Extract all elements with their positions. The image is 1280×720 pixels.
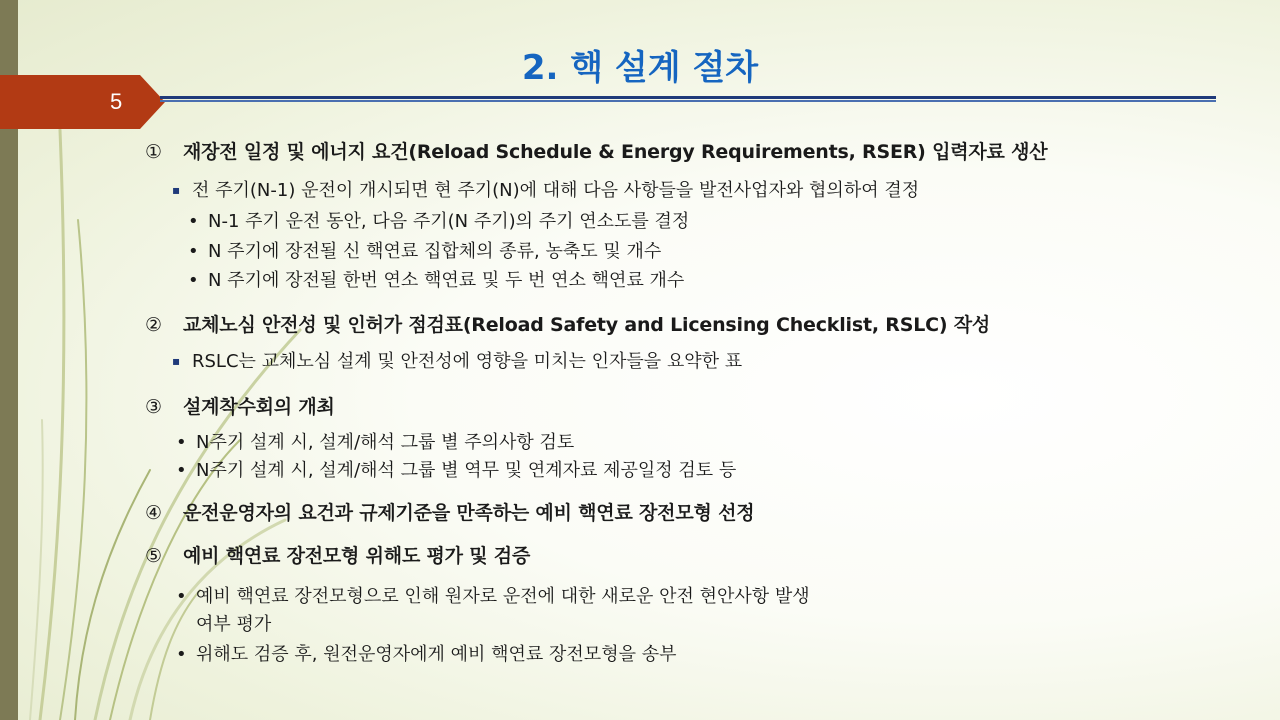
section-5-bullet-1-continuation: 여부 평가 <box>196 614 272 635</box>
section-1-sub <box>172 176 919 202</box>
section-5-bullet-1-text: 예비 핵연료 장전모형으로 인해 원자로 운전에 대한 새로운 안전 현안사항 발생 <box>196 586 810 607</box>
section-1-bullet-3-text: N 주기에 장전될 한번 연소 핵연료 및 두 번 연소 핵연료 개수 <box>208 270 685 291</box>
dot-bullet-icon: • <box>188 270 199 291</box>
section-2-heading <box>145 310 990 337</box>
section-3-heading-text: 설계착수회의 개최 <box>183 396 335 418</box>
section-1-sub-text: 전 주기(N-1) 운전이 개시되면 현 주기(N)에 대해 다음 사항들을 발전사업자와 협의하여 결정 <box>192 180 920 201</box>
section-1-number: ① <box>145 141 162 163</box>
section-2-number: ② <box>145 314 162 336</box>
section-4-heading <box>145 498 754 525</box>
section-5-bullet-2 <box>176 640 676 666</box>
dot-bullet-icon: • <box>176 586 187 607</box>
section-5-bullet-1 <box>176 582 810 608</box>
section-1-bullet-2-text: N 주기에 장전될 신 핵연료 집합체의 종류, 농축도 및 개수 <box>208 241 662 262</box>
section-1-bullet-1 <box>188 207 689 233</box>
dot-bullet-icon: • <box>188 241 199 262</box>
section-3-bullet-2 <box>176 456 736 482</box>
square-bullet-icon: ▪ <box>172 183 181 197</box>
section-5-bullet-2-text: 위해도 검증 후, 원전운영자에게 예비 핵연료 장전모형을 송부 <box>196 644 677 665</box>
section-1-heading-text: 재장전 일정 및 에너지 요건(Reload Schedule & Energy Requirements, RSER) 입력자료 생산 <box>183 141 1048 163</box>
section-3-bullet-1-text: N주기 설계 시, 설계/해석 그룹 별 주의사항 검토 <box>196 432 575 453</box>
section-5-heading <box>145 541 530 568</box>
section-2-sub <box>172 347 742 373</box>
square-bullet-icon: ▪ <box>172 354 181 368</box>
section-1-bullet-1-text: N-1 주기 운전 동안, 다음 주기(N 주기)의 주기 연소도를 결정 <box>208 211 690 232</box>
dot-bullet-icon: • <box>176 644 187 665</box>
section-1-bullet-3 <box>188 266 684 292</box>
section-2-sub-text: RSLC는 교체노심 설계 및 안전성에 영향을 미치는 인자들을 요약한 표 <box>192 351 743 372</box>
dot-bullet-icon: • <box>176 460 187 481</box>
section-1-bullet-2 <box>188 237 661 263</box>
section-3-bullet-1 <box>176 428 574 454</box>
section-4-number: ④ <box>145 502 162 524</box>
section-4-heading-text: 운전운영자의 요건과 규제기준을 만족하는 예비 핵연료 장전모형 선정 <box>183 502 755 524</box>
section-5-number: ⑤ <box>145 545 162 567</box>
section-3-heading <box>145 392 335 419</box>
dot-bullet-icon: • <box>176 432 187 453</box>
page-number: 5 <box>110 89 123 114</box>
dot-bullet-icon: • <box>188 211 199 232</box>
section-2-heading-text: 교체노심 안전성 및 인허가 점검표(Reload Safety and Licensing Checklist, RSLC) 작성 <box>183 314 991 336</box>
section-3-bullet-2-text: N주기 설계 시, 설계/해석 그룹 별 역무 및 연계자료 제공일정 검토 등 <box>196 460 737 481</box>
section-3-number: ③ <box>145 396 162 418</box>
section-5-heading-text: 예비 핵연료 장전모형 위해도 평가 및 검증 <box>183 545 531 567</box>
section-1-heading <box>145 137 1047 164</box>
slide-title: 2. 핵 설계 절차 <box>521 48 759 88</box>
